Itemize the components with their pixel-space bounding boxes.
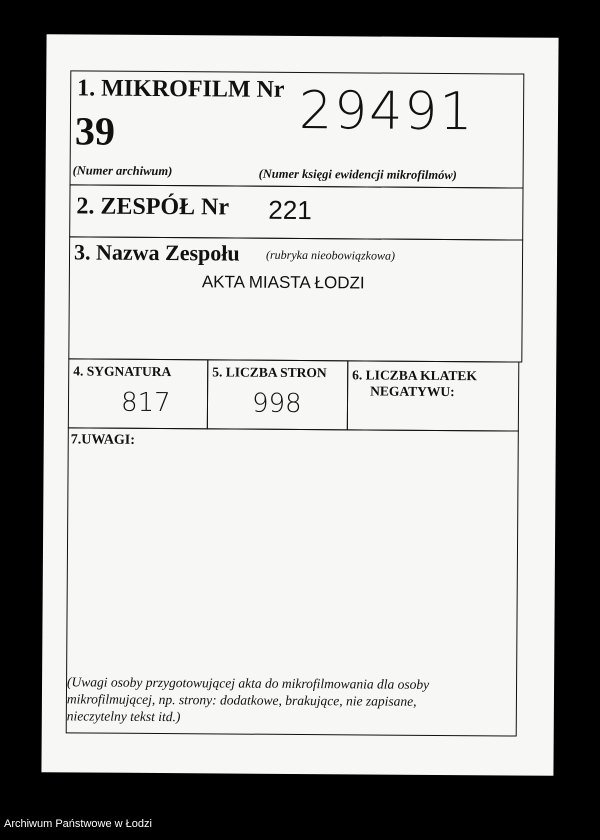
page-count-label: 5. LICZBA STRON bbox=[212, 364, 327, 381]
page-count-value: 998 bbox=[251, 388, 302, 420]
scanned-microfilm-card bbox=[41, 34, 558, 776]
remarks-note-1: (Uwagi osoby przygotowującej akta do mikrofilmowania dla osoby bbox=[67, 674, 430, 692]
signature-label: 4. SYGNATURA bbox=[73, 363, 172, 380]
field-frame-count bbox=[347, 360, 519, 431]
fond-name: AKTA MIASTA ŁODZI bbox=[201, 272, 365, 293]
microfilm-number: 29491 bbox=[298, 80, 475, 143]
archive-caption: (Numer archiwum) bbox=[72, 163, 173, 179]
fond-name-label: 3. Nazwa Zespołu bbox=[73, 239, 240, 266]
field-remarks bbox=[66, 427, 519, 736]
frame-count-label-1: 6. LICZBA KLATEK bbox=[352, 367, 477, 384]
field-fond-name bbox=[68, 236, 523, 362]
fond-label: 2. ZESPÓŁ Nr bbox=[76, 193, 230, 221]
remarks-note-2: mikrofilmującej, np. strony: dodatkowe, brakujące, nie zapisane, bbox=[66, 691, 417, 709]
fond-number: 221 bbox=[268, 194, 312, 226]
fond-name-note: (rubryka nieobowiązkowa) bbox=[265, 247, 396, 263]
microfilm-label: 1. MIKROFILM Nr bbox=[77, 75, 285, 103]
field-microfilm-number bbox=[70, 70, 525, 188]
archive-number: 39 bbox=[74, 108, 116, 154]
remarks-label: 7.UWAGI: bbox=[70, 432, 135, 448]
field-page-count bbox=[207, 359, 348, 430]
ledger-caption: (Numer księgi ewidencji mikrofilmów) bbox=[258, 166, 457, 183]
archive-credit: Archiwum Państwowe w Łodzi bbox=[4, 818, 152, 830]
frame-count-label-2: NEGATYWU: bbox=[370, 383, 455, 400]
field-fond-number bbox=[69, 184, 523, 240]
signature-value: 817 bbox=[120, 387, 171, 419]
field-signature bbox=[68, 358, 208, 429]
remarks-note-3: nieczytelny tekst itd.) bbox=[66, 708, 181, 725]
